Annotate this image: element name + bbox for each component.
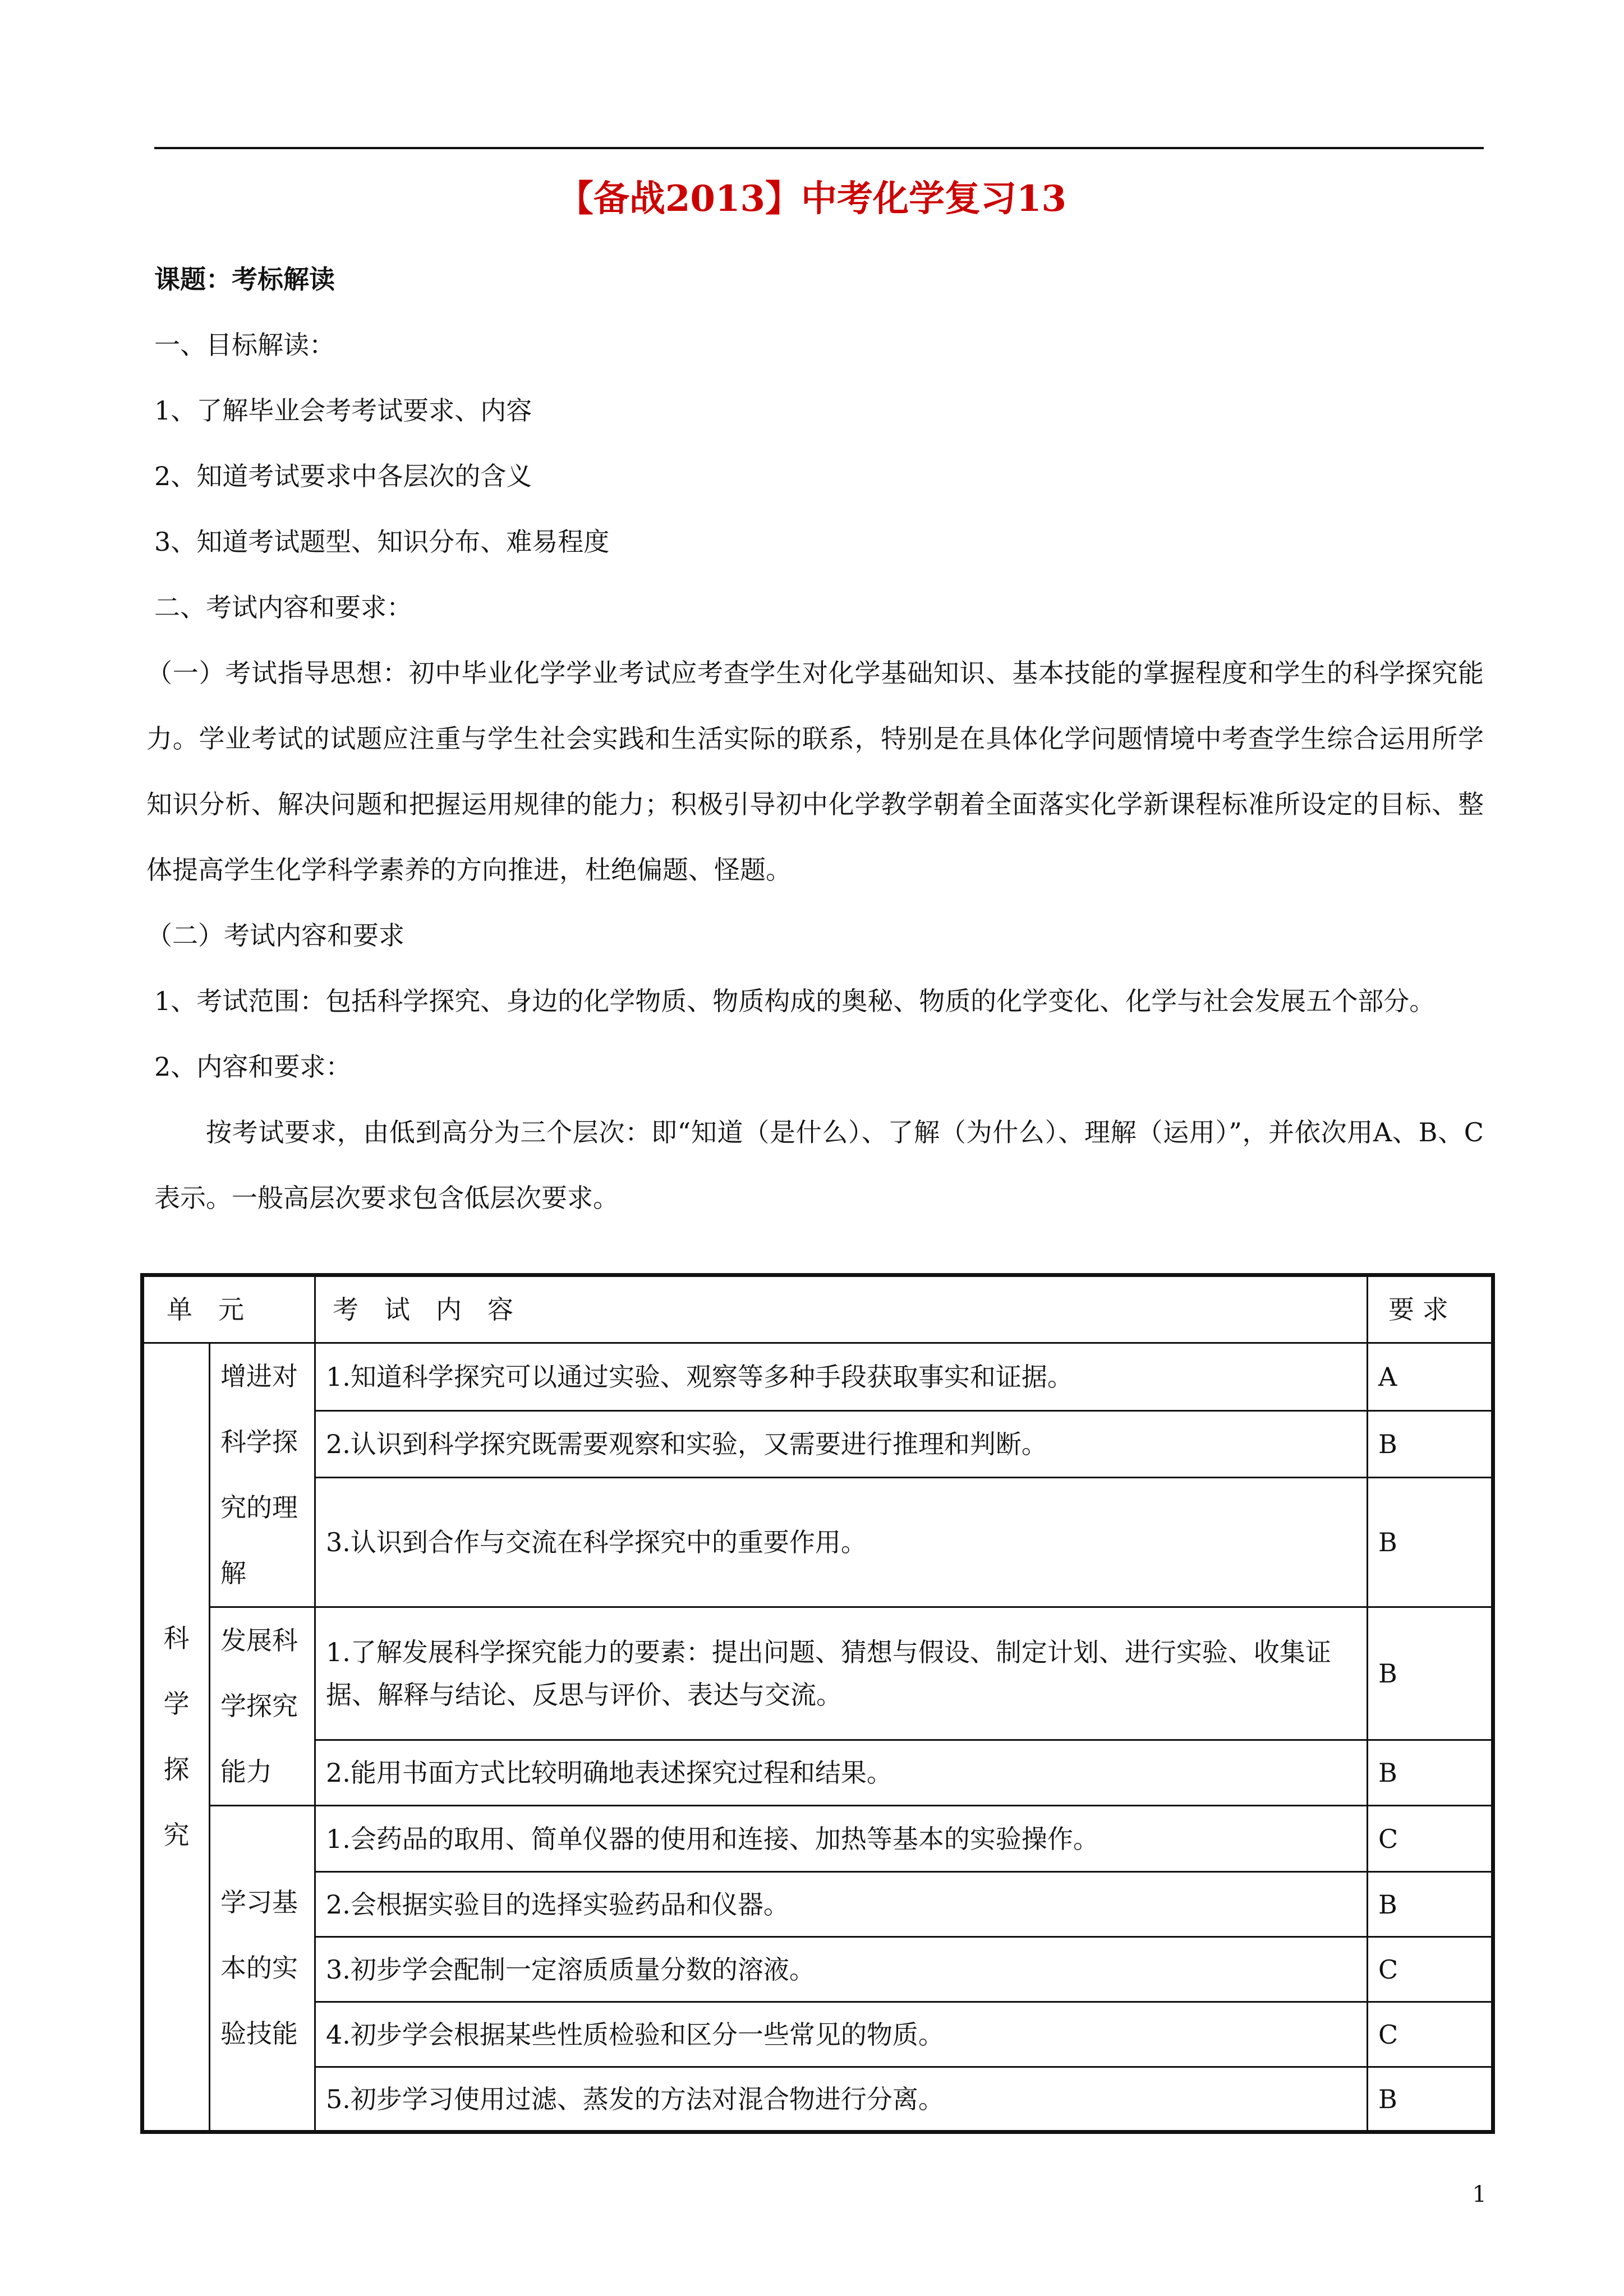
- content-cell: 2.会根据实验目的选择实验药品和仪器。: [315, 1872, 1368, 1937]
- content-requirements-heading: 2、内容和要求：: [154, 1052, 352, 1082]
- requirement-level: C: [1368, 1937, 1493, 2002]
- header-content: 考 试 内 容: [315, 1275, 1368, 1343]
- levels-explanation-paragraph: 按考试要求，由低到高分为三个层次：即“知道（是什么）、了解（为什么）、理解（运用）”，并依次用A、B、C表示。一般高层次要求包含低层次要求。: [154, 1117, 1484, 1213]
- subunit-developing-inquiry-ability: 发展科 学探究 能力: [210, 1607, 315, 1806]
- content-cell: 2.能用书面方式比较明确地表述探究过程和结果。: [315, 1740, 1368, 1805]
- header-requirement: 要 求: [1368, 1275, 1493, 1343]
- header-unit: 单 元: [142, 1275, 315, 1343]
- requirement-level: B: [1368, 1872, 1493, 1937]
- table-header-row: [142, 1275, 1493, 1343]
- requirement-level: B: [1368, 1478, 1493, 1607]
- content-cell: 3.初步学会配制一定溶质质量分数的溶液。: [315, 1937, 1368, 2002]
- subunit-understanding-inquiry: 增进对 科学探 究的理 解: [210, 1343, 315, 1607]
- content-cell: 1.知道科学探究可以通过实验、观察等多种手段获取事实和证据。: [315, 1343, 1368, 1411]
- requirement-level: C: [1368, 2002, 1493, 2067]
- requirement-level: B: [1368, 1740, 1493, 1805]
- content-cell: 2.认识到科学探究既需要观察和实验，又需要进行推理和判断。: [315, 1410, 1368, 1478]
- table-row: [142, 1478, 1493, 1607]
- page-number: 1: [1472, 2182, 1487, 2207]
- table-row: [142, 1937, 1493, 2002]
- section-heading-goals: 一、目标解读：: [154, 330, 335, 360]
- exam-scope-paragraph: 1、考试范围：包括科学探究、身边的化学物质、物质构成的奥秘、物质的化学变化、化学与社会发展五个部分。: [154, 986, 1436, 1016]
- table-row: [142, 1872, 1493, 1937]
- table-row: [142, 1410, 1493, 1478]
- content-cell: 5.初步学习使用过滤、蒸发的方法对混合物进行分离。: [315, 2067, 1368, 2132]
- table-row: [142, 2002, 1493, 2067]
- content-cell: 4.初步学会根据某些性质检验和区分一些常见的物质。: [315, 2002, 1368, 2067]
- requirement-level: C: [1368, 1806, 1493, 1872]
- document-body: [146, 247, 1484, 1231]
- subunit-basic-lab-skills: 学习基 本的实 验技能: [210, 1806, 315, 2132]
- content-cell: 3.认识到合作与交流在科学探究中的重要作用。: [315, 1478, 1368, 1607]
- guiding-principle-paragraph: （一）考试指导思想：初中毕业化学学业考试应考查学生对化学基础知识、基本技能的掌握程度和学生的科学探究能力。学业考试的试题应注重与学生社会实践和生活实际的联系，特别是在具体化学问题情境中考查学生综合运用所学知识分析、解决问题和把握运用规律的能力；积极引导初中化学教学朝着全面落实化学新课程标准所设定的目标、整体提高学生化学科学素养的方向推进，杜绝偏题、怪题。: [146, 658, 1484, 885]
- requirement-level: A: [1368, 1343, 1493, 1411]
- table-row: [142, 1343, 1493, 1411]
- lesson-topic: 课题：考标解读: [154, 264, 335, 294]
- content-cell: 1.了解发展科学探究能力的要素：提出问题、猜想与假设、制定计划、进行实验、收集证据、解释与结论、反思与评价、表达与交流。: [315, 1607, 1368, 1740]
- table-row: [142, 1806, 1493, 1872]
- table-row: [142, 2067, 1493, 2132]
- requirement-level: B: [1368, 2067, 1493, 2132]
- unit-cell-science-inquiry: 科 学 探 究: [142, 1343, 210, 2132]
- section-heading-content: 二、考试内容和要求：: [154, 592, 412, 623]
- requirement-level: B: [1368, 1607, 1493, 1740]
- goal-item-3: 3、知道考试题型、知识分布、难易程度: [154, 527, 610, 557]
- requirement-level: B: [1368, 1410, 1493, 1478]
- subsection-heading-content: （二）考试内容和要求: [146, 920, 404, 951]
- document-title: 【备战2013】中考化学复习13: [557, 178, 1067, 220]
- content-cell: 1.会药品的取用、简单仪器的使用和连接、加热等基本的实验操作。: [315, 1806, 1368, 1872]
- goal-item-2: 2、知道考试要求中各层次的含义: [154, 461, 532, 491]
- header-rule: [154, 147, 1484, 149]
- requirements-table: [140, 1273, 1495, 2134]
- table-row: [142, 1740, 1493, 1805]
- goal-item-1: 1、了解毕业会考考试要求、内容: [154, 395, 532, 426]
- table-row: [142, 1607, 1493, 1740]
